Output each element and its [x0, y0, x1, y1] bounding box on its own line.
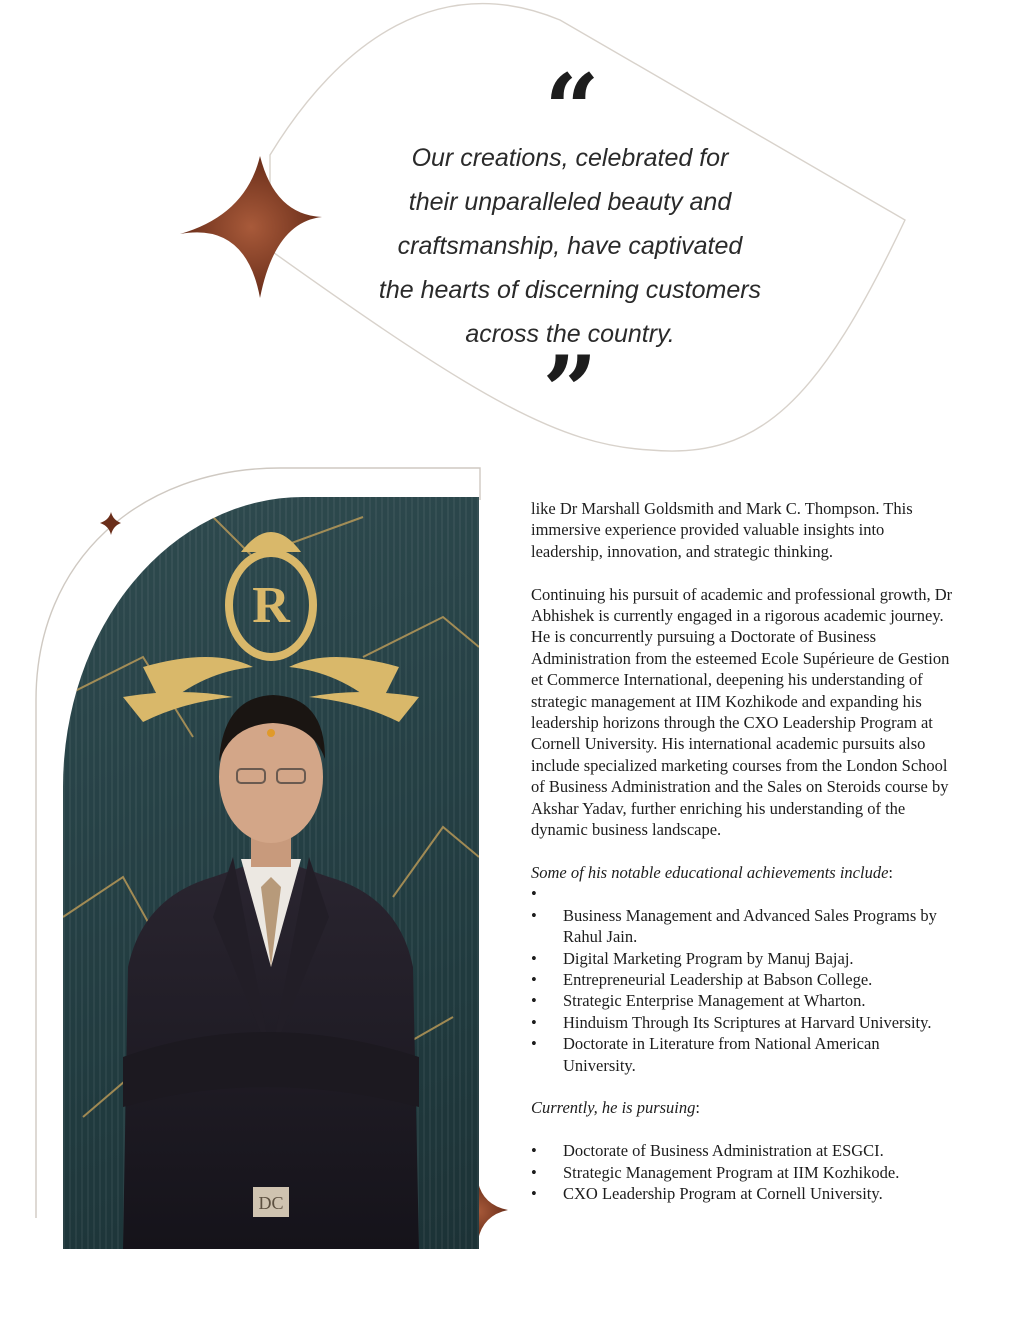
list-item-text: Strategic Enterprise Management at Wharton.	[563, 991, 866, 1011]
pull-quote	[330, 53, 810, 448]
list-item	[531, 1140, 956, 1161]
achievements-heading	[531, 862, 956, 883]
bullet-icon: •	[531, 991, 537, 1011]
list-item	[531, 1162, 956, 1183]
bullet-icon: •	[531, 905, 537, 925]
list-item-text: Doctorate in Literature from National American University.	[563, 1034, 880, 1075]
pursuing-intro: Currently, he is pursuing	[531, 1098, 696, 1118]
list-item-text: Strategic Management Program at IIM Kozhikode.	[563, 1162, 900, 1182]
achievements-list	[531, 905, 956, 1076]
open-quote-icon: “	[544, 53, 600, 166]
portrait-illustration	[63, 497, 479, 1249]
list-item	[531, 969, 956, 990]
list-item	[531, 1012, 956, 1033]
achievements-intro: Some of his notable educational achievements include	[531, 862, 889, 882]
bullet-icon: •	[531, 1162, 537, 1182]
intro-colon: :	[888, 862, 894, 882]
bio-paragraph: like Dr Marshall Goldsmith and Mark C. Thompson. This immersive experience provided valuable insights into leadership, innovation, and strategic thinking.	[531, 499, 913, 561]
list-item-text: CXO Leadership Program at Cornell University.	[563, 1183, 883, 1203]
list-item-text: Hinduism Through Its Scriptures at Harvard University.	[563, 1012, 932, 1032]
pursuing-heading	[531, 1097, 956, 1118]
bullet-icon: •	[531, 1012, 537, 1032]
list-item-text: Digital Marketing Program by Manuj Bajaj.	[563, 948, 854, 968]
list-item-text: Doctorate of Business Administration at ESGCI.	[563, 1141, 884, 1161]
quote-line: their unparalleled beauty and	[408, 188, 732, 216]
large-star-icon	[180, 156, 322, 298]
quote-line: the hearts of discerning customers	[378, 276, 762, 304]
intro-colon: :	[695, 1098, 700, 1118]
empty-bullet: •	[531, 884, 537, 904]
bullet-icon: •	[531, 1034, 537, 1054]
close-quote-icon: ”	[542, 335, 598, 448]
bullet-icon: •	[531, 1141, 537, 1161]
list-item	[531, 1183, 956, 1204]
list-item-text: Business Management and Advanced Sales Programs by Rahul Jain.	[563, 905, 937, 947]
list-item	[531, 1033, 956, 1076]
list-item	[531, 905, 956, 948]
bullet-icon: •	[531, 969, 537, 989]
quote-line: Our creations, celebrated for	[411, 144, 729, 172]
bullet-icon: •	[531, 1183, 537, 1203]
bullet-icon: •	[531, 948, 537, 968]
logo-letter: R	[252, 577, 290, 634]
bio-paragraph: Continuing his pursuit of academic and professional growth, Dr Abhishek is currently engaged in a rigorous academic journey. He is concurrently pursuing a Doctorate of Business Administration from the esteemed Ecole Supérieure de Gestion et Commerce International, deepening his understanding of strategic management at IIM Kozhikode and expanding his leadership horizons through the CXO Leadership Program at Cornell University. His international academic pursuits also include specialized marketing courses from the London School of Business Administration and the Sales on Steroids course by Akshar Yadav, further enriching his understanding of the dynamic business landscape.	[531, 584, 953, 840]
list-item-text: Entrepreneurial Leadership at Babson College.	[563, 969, 873, 989]
quote-line: craftsmanship, have captivated	[397, 232, 743, 260]
quote-text	[340, 136, 800, 356]
list-item	[531, 948, 956, 969]
portrait-photo	[63, 497, 479, 1249]
list-item	[531, 990, 956, 1011]
pursuing-list	[531, 1140, 956, 1204]
biography-column	[531, 498, 956, 1226]
quote-line: across the country.	[465, 320, 675, 348]
belt-buckle-text: DC	[258, 1193, 284, 1213]
